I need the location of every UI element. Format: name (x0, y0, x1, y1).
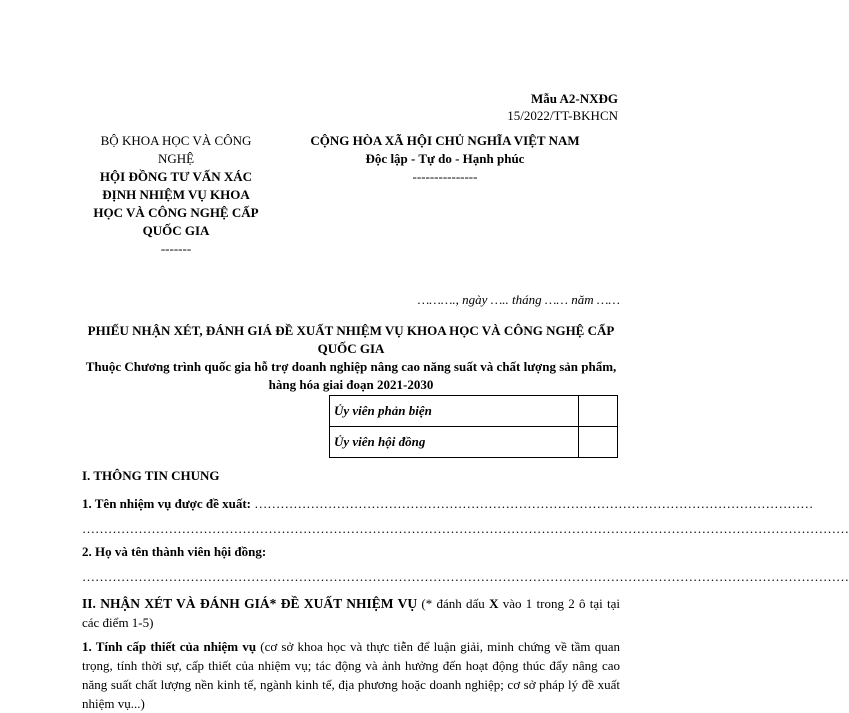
member-name-dots-line[interactable]: …………………………………………………………………………………………………………………………………………………………… (82, 569, 849, 584)
ministry-name: BỘ KHOA HỌC VÀ CÔNG NGHỆ (100, 133, 252, 166)
evaluation-note-prefix: (* đánh dấu (417, 596, 490, 611)
section-evaluation-title: II. NHẬN XÉT VÀ ĐÁNH GIÁ* ĐỀ XUẤT NHIỆM VỤ (82, 596, 418, 611)
section-evaluation-heading (82, 594, 620, 632)
task-name-dots[interactable]: ………………………………………………………………………………………………………………… (250, 496, 814, 511)
agency-divider: ------- (160, 241, 192, 256)
national-divider: --------------- (412, 169, 478, 184)
urgency-criterion-label: 1. Tính cấp thiết của nhiệm vụ (82, 639, 257, 654)
form-code-circular: 15/2022/TT-BKHCN (507, 108, 618, 123)
agency-header (88, 132, 264, 258)
section-general-info-heading: I. THÔNG TIN CHUNG (82, 468, 220, 483)
national-motto: Độc lập - Tự do - Hạnh phúc (365, 151, 525, 166)
document-subtitle: Thuộc Chương trình quốc gia hỗ trợ doanh nghiệp nâng cao năng suất và chất lượng sản phẩm, hàng hóa giai đoạn 2021-2030 (85, 359, 617, 392)
evaluation-note-x: X (489, 596, 499, 611)
role-member-checkbox[interactable] (579, 427, 618, 458)
council-name: HỘI ĐỒNG TƯ VẤN XÁC ĐỊNH NHIỆM VỤ KHOA HỌC VÀ CÔNG NGHỆ CẤP QUỐC GIA (93, 169, 259, 238)
role-table (329, 395, 618, 458)
country-name: CỘNG HÒA XÃ HỘI CHỦ NGHĨA VIỆT NAM (310, 133, 580, 148)
role-reviewer-label: Ủy viên phản biện (330, 396, 579, 427)
form-code (507, 90, 618, 124)
role-member-label: Ủy viên hội đồng (330, 427, 579, 458)
task-name-dots-line[interactable]: …………………………………………………………………………………………………………………………………………………………… (82, 521, 849, 536)
date-line: ………., ngày ….. tháng …… năm …… (417, 292, 620, 307)
national-header (270, 132, 620, 186)
table-row (330, 427, 618, 458)
evaluation-note-suffix: vào 1 trong 2 ô tại tại các điểm 1-5) (82, 596, 620, 630)
urgency-criterion-text: (cơ sở khoa học và thực tiễn để luận giải, minh chứng về tầm quan trọng, tính thời sự, cấp thiết của nhiệm vụ; tác động và ảnh hưởng đến hoạt động thúc đẩy nâng cao năng suất chất lượng nền kinh tế, ngành kinh tế, địa phương hoặc doanh nghiệp; cơ sở pháp lý đề xuất nhiệm vụ...) (82, 639, 620, 711)
task-name-label: 1. Tên nhiệm vụ được đề xuất: (82, 496, 251, 511)
urgency-criterion (82, 637, 620, 713)
member-name-label: 2. Họ và tên thành viên hội đồng: (82, 544, 267, 559)
task-name-field (82, 496, 814, 512)
member-name-field (82, 544, 620, 560)
role-reviewer-checkbox[interactable] (579, 396, 618, 427)
form-code-number: Mẫu A2-NXĐG (530, 91, 618, 106)
table-row (330, 396, 618, 427)
document-title: PHIẾU NHẬN XÉT, ĐÁNH GIÁ ĐỀ XUẤT NHIỆM VỤ KHOA HỌC VÀ CÔNG NGHỆ CẤP QUỐC GIA (87, 323, 615, 356)
